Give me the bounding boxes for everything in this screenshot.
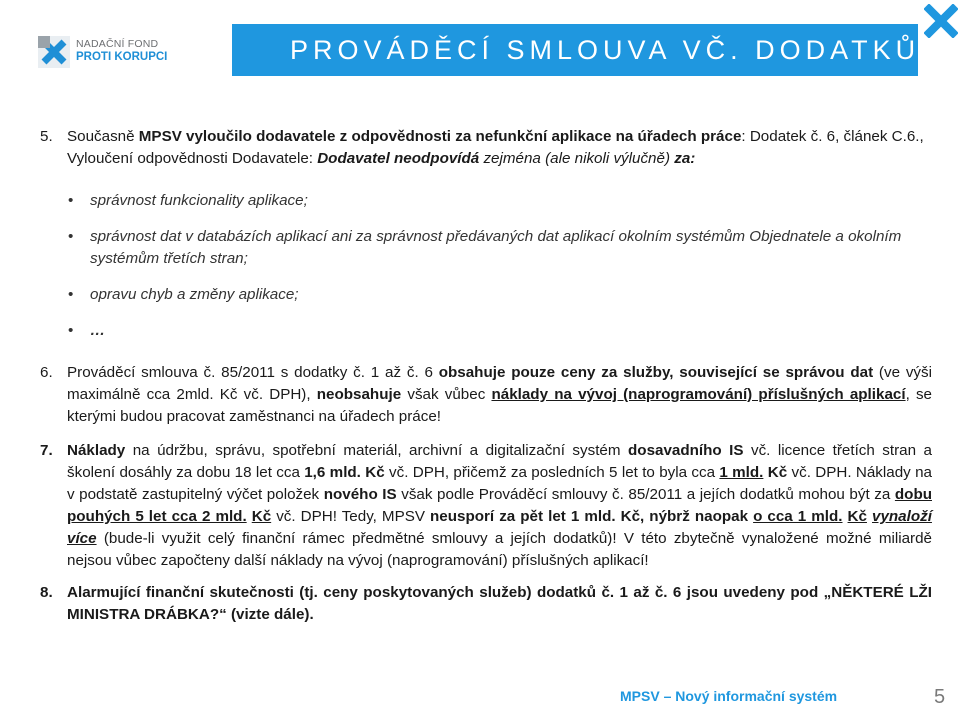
p7-text-d: vč. licence třetích stran a školení dosáhly za dobu 18 let cca bbox=[67, 442, 932, 481]
p5-text-a: Současně bbox=[67, 128, 139, 145]
paragraph-5 bbox=[40, 126, 932, 170]
p7-text-u: Kč, nýbrž naopak bbox=[620, 508, 754, 525]
bullet-text: opravu chyb a změny aplikace; bbox=[90, 286, 299, 303]
logo-line-1: NADAČNÍ FOND bbox=[76, 38, 159, 50]
bullet-text: … bbox=[90, 322, 106, 339]
p8-text: Alarmující finanční skutečnosti (tj. ceny poskytovaných služeb) dodatků č. 1 až č. 6 jsou uvedeny pod „NĚKTERÉ LŽI MINISTRA DRÁBKA?“ (vizte dále). bbox=[67, 584, 932, 623]
p6-text-b: obsahuje pouze ceny za služby, související se správou dat bbox=[438, 364, 874, 381]
p7-text-z2: (bude-li využit celý finanční rámec předmětné smlouvy a jejích dodatků)! V této zbytečně vynaložené možné miliardě nejsou vůbec započteny další náklady na vývoj (naprogramování) příslušných aplikací! bbox=[67, 530, 932, 569]
p5-text-g: za: bbox=[674, 150, 696, 167]
slide-title-banner: PROVÁDĚCÍ SMLOUVA VČ. DODATKŮ bbox=[232, 24, 918, 76]
logo-line-2: PROTI KORUPCI bbox=[76, 51, 168, 63]
p7-text-a: Náklady bbox=[67, 442, 126, 459]
corner-x-icon bbox=[924, 4, 958, 38]
p7-text-c: dosavadního IS bbox=[628, 442, 744, 459]
p7-text-n: však podle Prováděcí smlouvy č. 85/2011 a jejích dodatků mohou být za bbox=[396, 486, 895, 503]
p6-text-f: náklady na vývoj (naprogramování) příslušných aplikací bbox=[491, 386, 906, 403]
p7-text-k: Kč bbox=[767, 464, 788, 481]
paragraph-5-number: 5. bbox=[40, 128, 53, 145]
p7-text-b: na údržbu, správu, spotřební materiál, archivní a digitalizační systém bbox=[125, 442, 629, 459]
bullet-dot-icon: • bbox=[68, 192, 74, 209]
p7-text-m: nového IS bbox=[323, 486, 397, 503]
paragraph-6 bbox=[40, 362, 932, 428]
bullet-dot-icon: • bbox=[68, 228, 74, 245]
bullet-dot-icon: • bbox=[68, 286, 74, 303]
p7-text-v: o cca 1 mld. bbox=[753, 508, 843, 525]
bullet-text: správnost funkcionality aplikace; bbox=[90, 192, 308, 209]
bullet-item bbox=[68, 226, 932, 270]
p5-text-c: : Dodatek č. 6, článek C.6., bbox=[741, 128, 924, 145]
p5-text-b: MPSV vyloučilo dodavatele z odpovědnosti za nefunkční aplikace na úřadech práce bbox=[138, 128, 742, 145]
paragraph-8 bbox=[40, 582, 932, 626]
p6-text-e: však vůbec bbox=[401, 386, 492, 403]
page-number: 5 bbox=[934, 686, 946, 708]
p7-text-r: vč. DPH! Tedy, MPSV bbox=[271, 508, 431, 525]
p7-text-h: vč. DPH, přičemž za posledních 5 let to byla cca bbox=[384, 464, 720, 481]
p6-text-d: neobsahuje bbox=[316, 386, 402, 403]
bullet-item bbox=[68, 320, 932, 342]
paragraph-7 bbox=[40, 440, 932, 572]
p7-text-i: 1 mld. bbox=[719, 464, 764, 481]
fund-logo bbox=[38, 34, 188, 70]
p7-text-z: vynaloží více bbox=[67, 508, 932, 547]
paragraph-7-number: 7. bbox=[40, 442, 53, 459]
p7-text-l: vč. DPH. Náklady na v podstatě zastupitelný výčet položek bbox=[67, 464, 932, 503]
p6-text-g: , se kterými budou pracovat zaměstnanci na úřadech práce! bbox=[67, 386, 933, 425]
p5-text-f: zejména (ale nikoli výlučně) bbox=[479, 150, 675, 167]
p6-text-c: (ve výši maximálně cca 2mld. Kč vč. DPH), bbox=[67, 364, 932, 403]
p7-text-x: Kč bbox=[847, 508, 867, 525]
p7-text-o: dobu pouhých 5 let cca 2 mld. bbox=[67, 486, 932, 525]
bullet-text: správnost dat v databázích aplikací ani za správnost předávaných dat aplikací okolním systémům Objednatele a okolním systémům třetích stran; bbox=[90, 228, 902, 267]
p7-text-g: Kč bbox=[365, 464, 385, 481]
p5-text-d: Vyloučení odpovědnosti Dodavatele: bbox=[67, 150, 318, 167]
p6-text-a: Prováděcí smlouva č. 85/2011 s dodatky č. 1 až č. 6 bbox=[67, 364, 439, 381]
paragraph-8-number: 8. bbox=[40, 584, 53, 601]
p7-text-q: Kč bbox=[251, 508, 272, 525]
bullet-item bbox=[68, 190, 932, 212]
fund-logo-x-icon bbox=[38, 36, 70, 68]
footer-title: MPSV – Nový informační systém bbox=[620, 688, 838, 704]
bullet-dot-icon: • bbox=[68, 322, 74, 339]
p5-text-e: Dodavatel neodpovídá bbox=[317, 150, 480, 167]
p7-text-e: 1,6 mld. bbox=[304, 464, 361, 481]
bullet-item bbox=[68, 284, 932, 306]
paragraph-6-number: 6. bbox=[40, 364, 53, 381]
p7-text-s: neusporí za pět let 1 mld. bbox=[430, 508, 616, 525]
